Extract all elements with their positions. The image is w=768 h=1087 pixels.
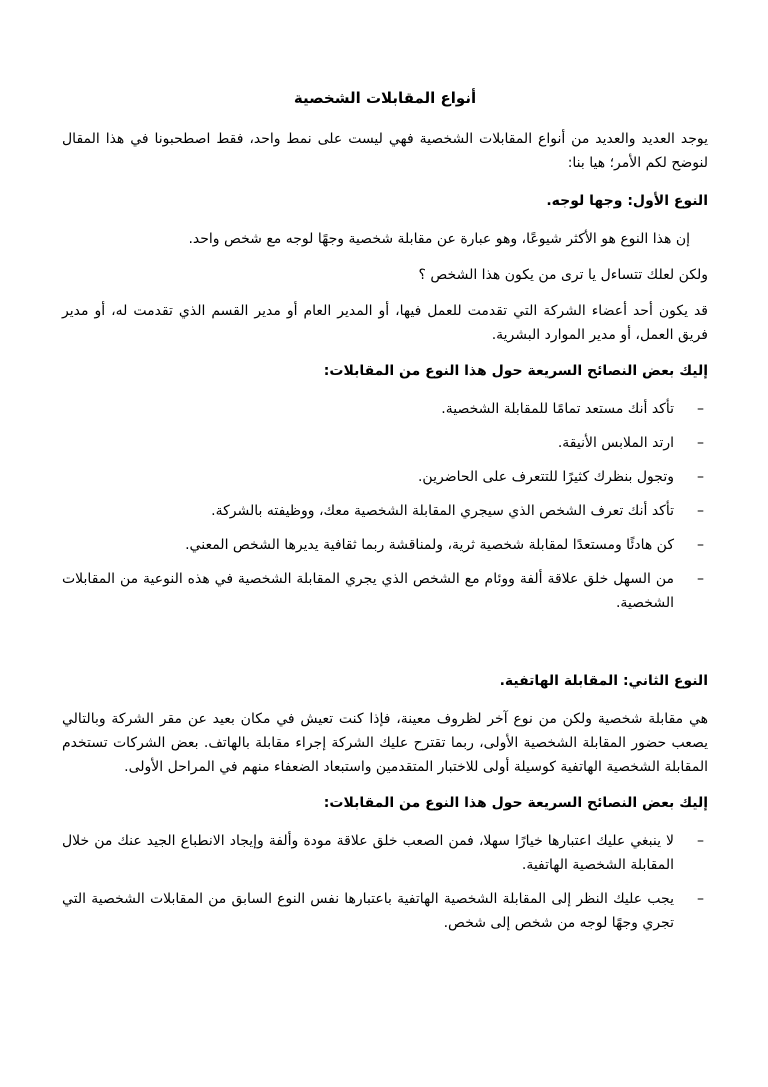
list-item-text: لا ينبغي عليك اعتبارها خيارًا سهلا، فمن الصعب خلق علاقة مودة وألفة وإيجاد الانطباع الجيد عنك من خلال المقابلة الشخصية الهاتفية. xyxy=(62,833,674,873)
list-item xyxy=(62,567,708,615)
dash-bullet: – xyxy=(697,503,704,519)
type2-tips-heading: إليك بعض النصائح السريعة حول هذا النوع من المقابلات: xyxy=(323,795,708,811)
list-item-text: تأكد أنك تعرف الشخص الذي سيجري المقابلة الشخصية معك، ووظيفته بالشركة. xyxy=(211,503,674,519)
dash-bullet: – xyxy=(697,833,704,849)
dash-bullet: – xyxy=(697,571,704,587)
dash-bullet: – xyxy=(697,435,704,451)
list-item-text: ارتد الملابس الأنيقة. xyxy=(557,435,674,451)
list-item xyxy=(62,829,708,877)
type1-heading: النوع الأول: وجها لوجه. xyxy=(546,193,708,209)
list-item-text: وتجول بنظرك كثيرًا للتتعرف على الحاضرين. xyxy=(417,469,674,485)
type1-tips-list xyxy=(62,397,708,615)
section-spacer xyxy=(62,625,708,669)
dash-bullet: – xyxy=(697,401,704,417)
dash-bullet: – xyxy=(697,469,704,485)
list-item-text: تأكد أنك مستعد تمامًا للمقابلة الشخصية. xyxy=(441,401,674,417)
dash-bullet: – xyxy=(697,891,704,907)
list-item-text: كن هادئًا ومستعدًا لمقابلة شخصية ثرية، ولمناقشة ربما ثقافية يديرها الشخص المعني. xyxy=(185,537,674,553)
list-item xyxy=(62,499,708,523)
document-title: أنواع المقابلات الشخصية xyxy=(293,89,477,107)
type2-paragraph-1: هي مقابلة شخصية ولكن من نوع آخر لظروف معينة، فإذا كنت تعيش في مكان بعيد عن مقر الشركة وبالتالي يصعب حضور المقابلة الشخصية الأولى، ربما تقترح عليك الشركة إجراء مقابلة بالهاتف. بعض الشركات تستخدم المقابلة الشخصية الهاتفية كوسيلة أولى للاختبار المتقدمين واستبعاد الضعفاء منهم في المراحل الأولى. xyxy=(62,711,708,775)
list-item xyxy=(62,465,708,489)
list-item-text: من السهل خلق علاقة ألفة ووئام مع الشخص الذي يجري المقابلة الشخصية في هذه النوعية من المقابلات الشخصية. xyxy=(62,571,674,611)
list-item-text: يجب عليك النظر إلى المقابلة الشخصية الهاتفية باعتبارها نفس النوع السابق من المقابلات الشخصية التي تجري وجهًا لوجه من شخص إلى شخص. xyxy=(62,891,674,931)
list-item xyxy=(62,431,708,455)
type2-tips-list xyxy=(62,829,708,935)
list-item xyxy=(62,397,708,421)
intro-paragraph: يوجد العديد والعديد من أنواع المقابلات الشخصية فهي ليست على نمط واحد، فقط اصطحبونا في هذا المقال لنوضح لكم الأمر؛ هيا بنا: xyxy=(62,131,708,171)
type1-paragraph-2: ولكن لعلك تتساءل يا ترى من يكون هذا الشخص ؟ xyxy=(418,267,708,283)
type1-paragraph-3: قد يكون أحد أعضاء الشركة التي تقدمت للعمل فيها، أو المدير العام أو مدير القسم الذي تقدمت له، أو مدير فريق العمل، أو مدير الموارد البشرية. xyxy=(62,303,708,343)
type1-paragraph-1: إن هذا النوع هو الأكثر شيوعًا، وهو عبارة عن مقابلة شخصية وجهًا لوجه مع شخص واحد. xyxy=(188,231,690,247)
dash-bullet: – xyxy=(697,537,704,553)
type1-tips-heading: إليك بعض النصائح السريعة حول هذا النوع من المقابلات: xyxy=(323,363,708,379)
type2-heading: النوع الثاني: المقابلة الهاتفية. xyxy=(499,673,708,689)
list-item xyxy=(62,887,708,935)
list-item xyxy=(62,533,708,557)
